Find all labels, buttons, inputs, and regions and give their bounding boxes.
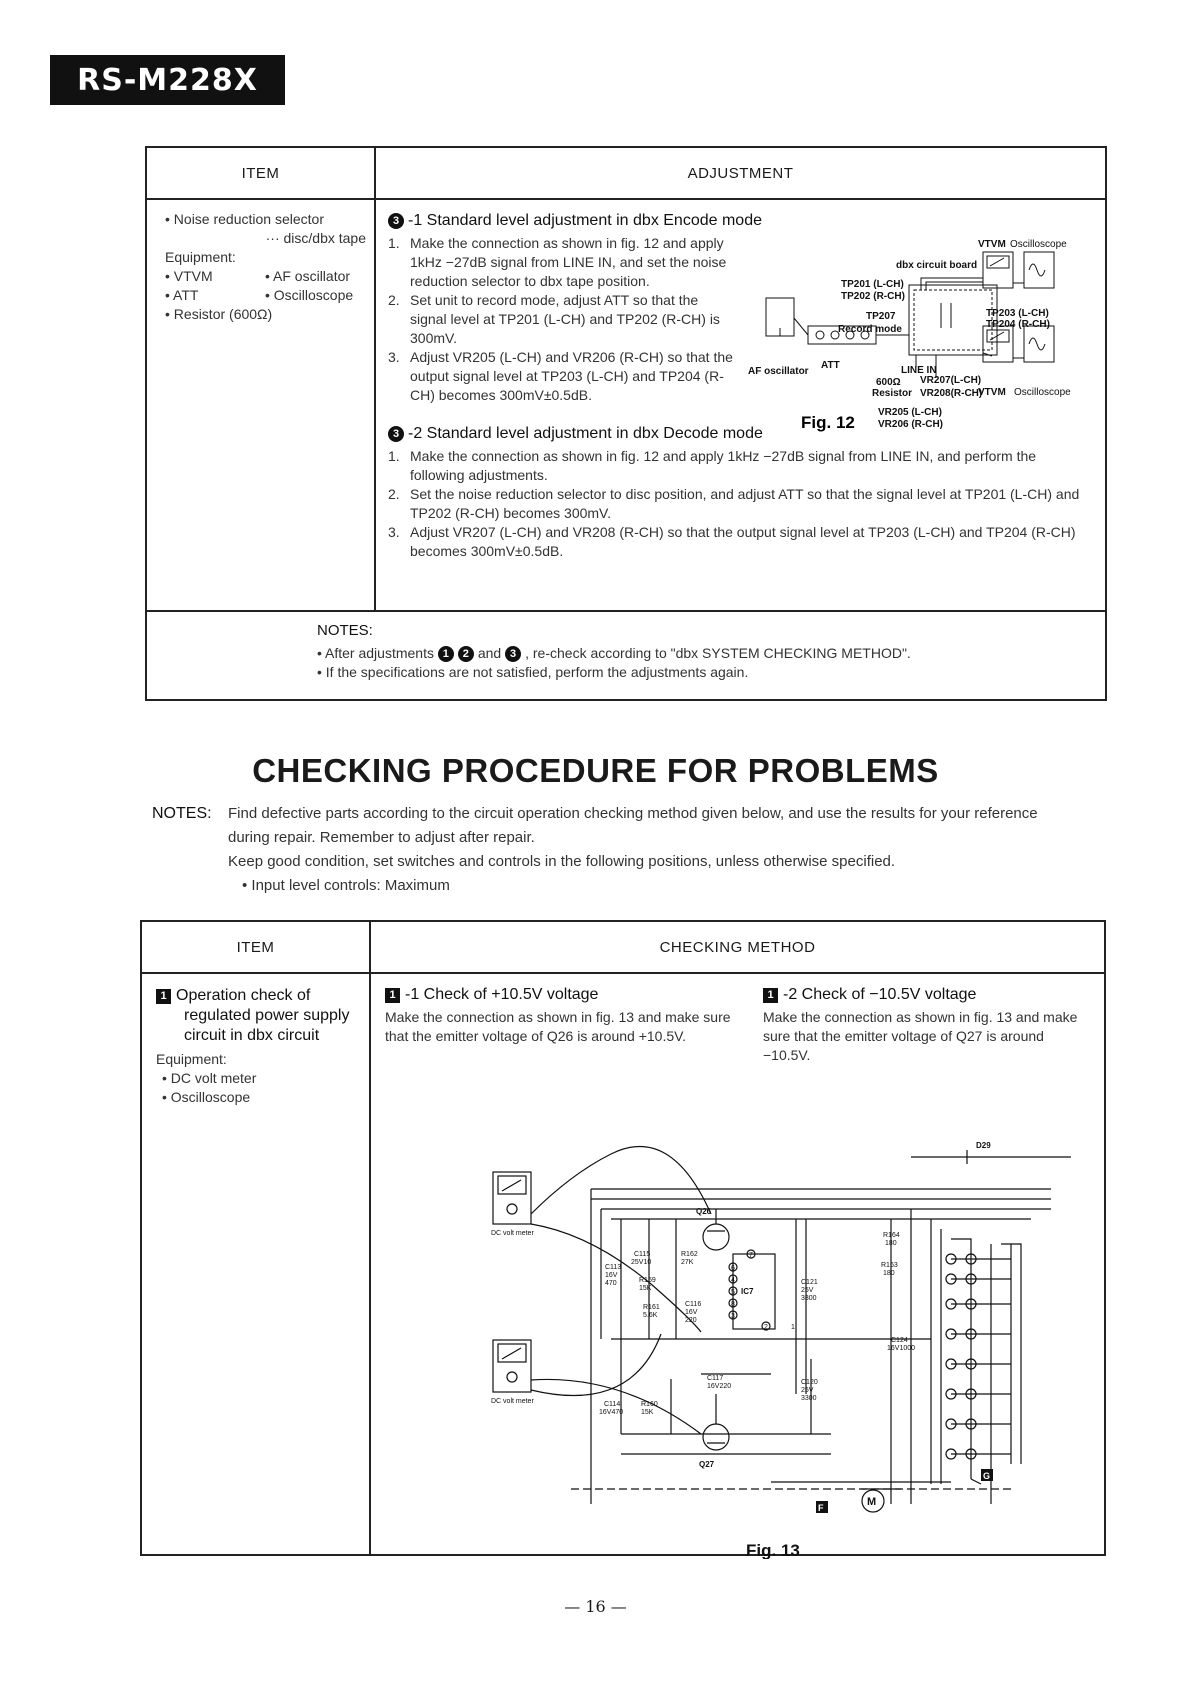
c121-voltage: 25V	[801, 1287, 814, 1294]
fig13-caption: Fig. 13	[746, 1541, 800, 1559]
r164-label: R164	[883, 1232, 900, 1239]
dcvm-top-label: DC volt meter	[491, 1230, 534, 1237]
decode-step-1: 1. Make the connection as shown in fig. 12 and apply 1kHz −27dB signal from LINE IN, and perform the following adjustments.	[388, 448, 1037, 483]
fig12-record-mode: Record mode	[838, 324, 902, 335]
eq-att: • ATT	[165, 287, 199, 303]
decode-step-3: 3. Adjust VR207 (L-CH) and VR208 (R-CH) so that the output signal level at TP203 (L-CH) and TP204 (R-CH) becomes 300mV±0.5dB.	[388, 524, 1076, 559]
c116-label: C116	[685, 1301, 702, 1308]
decode-steps	[388, 447, 1093, 561]
equipment-label: Equipment:	[165, 249, 236, 265]
intro-line2: during repair. Remember to adjust after repair.	[228, 829, 535, 846]
oscilloscope-top-icon	[1024, 252, 1054, 288]
d29-label: D29	[976, 1141, 991, 1150]
checking-table-header-method: CHECKING METHOD	[659, 938, 816, 956]
page-number: — 16 —	[564, 1597, 627, 1616]
encode-step-2: 2. Set unit to record mode, adjust ATT so that the signal level at TP201 (L-CH) and TP202 (R-CH) is 300mV.	[388, 292, 720, 346]
r164-value: 180	[885, 1240, 897, 1247]
c121-value: 3300	[801, 1295, 817, 1302]
fig12-vtvm-bottom-label: VTVM	[978, 387, 1006, 398]
method-1-title: 1 -1 Check of +10.5V voltage	[385, 986, 735, 1004]
r161-value: 5.6K	[643, 1312, 658, 1319]
section-title: CHECKING PROCEDURE FOR PROBLEMS	[252, 752, 939, 789]
ic7-pin8: 8	[731, 1301, 735, 1308]
fig12-vtvm-label: VTVM	[978, 239, 1006, 250]
dc-volt-meter-bottom-icon	[493, 1340, 531, 1392]
c121-label: C121	[801, 1279, 818, 1286]
ic7-pin4: 4	[731, 1277, 735, 1284]
c120-label: C120	[801, 1379, 818, 1386]
fig12-osc-label: Oscilloscope	[1010, 239, 1067, 250]
check-item-title: 1 Operation check of regulated power supply circuit in dbx circuit	[156, 986, 365, 1046]
marker-g-label: G	[983, 1471, 991, 1481]
fig12-tp203: TP203 (L-CH)	[986, 308, 1049, 319]
note-badge-3: 3	[505, 646, 521, 662]
check-eq-oscilloscope: • Oscilloscope	[162, 1089, 251, 1105]
fig12-dbx-board-label: dbx circuit board	[896, 260, 978, 271]
c116-voltage: 16V	[685, 1309, 698, 1316]
adjustment-table-header-item: ITEM	[146, 147, 375, 199]
checking-table-header-item: ITEM	[141, 921, 370, 973]
adjustment-content-cell	[375, 199, 1106, 611]
fig12-tp201: TP201 (L-CH)	[841, 279, 904, 290]
method-1-block	[385, 986, 735, 1065]
eq-resistor: • Resistor (600Ω)	[165, 306, 273, 322]
encode-step-3: 3. Adjust VR205 (L-CH) and VR206 (R-CH) so that the output signal level at TP203 (L-CH) and TP204 (R-CH) becomes 300mV±0.5dB.	[388, 349, 733, 403]
ic7-pin7: 7	[749, 1252, 753, 1259]
method-2-text: Make the connection as shown in fig. 13 and make sure that the emitter voltage of Q27 is around −10.5V.	[763, 1009, 1078, 1063]
fig12-diagram	[746, 228, 1086, 443]
checking-method-cell	[370, 973, 1105, 1559]
motor-label: M	[867, 1496, 877, 1508]
intro-label: NOTES:	[152, 805, 212, 822]
eq-vtvm: • VTVM	[165, 268, 213, 284]
checking-item-cell	[141, 973, 370, 1555]
checking-table	[140, 920, 1106, 1559]
model-badge: RS-M228X	[50, 55, 285, 105]
c116-value: 220	[685, 1317, 697, 1324]
note-1: • After adjustments 1 2 and 3 , re-check according to "dbx SYSTEM CHECKING METHOD".	[317, 645, 911, 661]
adjustment-item-cell	[146, 199, 375, 611]
fig12-vr208: VR208(R-CH)	[920, 388, 983, 399]
item-line1: • Noise reduction selector	[165, 211, 324, 227]
r161-label: R161	[643, 1304, 660, 1311]
fig12-tp202: TP202 (R-CH)	[841, 291, 905, 302]
c114-value: 16V470	[599, 1409, 624, 1416]
adjustment-table	[145, 146, 1107, 701]
note-badge-2: 2	[458, 646, 474, 662]
c113-voltage: 16V	[605, 1272, 618, 1279]
c114-label: C114	[604, 1401, 621, 1408]
item-badge: 1	[156, 989, 171, 1004]
adjustment-table-header-adjustment: ADJUSTMENT	[687, 164, 794, 182]
ic7-chip	[733, 1254, 775, 1329]
q26-label: Q26	[696, 1207, 712, 1216]
fig12-vr205: VR205 (L-CH)	[878, 407, 942, 418]
fig12-line-in: LINE IN	[901, 365, 937, 376]
fig12-tp207: TP207	[866, 311, 896, 322]
oscilloscope-bottom-icon	[1024, 326, 1054, 362]
c117-label: C117	[707, 1375, 724, 1382]
decode-step-2: 2. Set the noise reduction selector to disc position, and adjust ATT so that the signal level at TP201 (L-CH) and TP202 (R-CH) becomes 300mV.	[388, 486, 1080, 521]
step-badge: 3	[388, 213, 404, 229]
dcvm-bottom-label: DC volt meter	[491, 1398, 534, 1405]
fig12-osc-bottom-label: Oscilloscope	[1014, 387, 1071, 398]
marker-f-label: F	[818, 1503, 824, 1513]
r162-label: R162	[681, 1251, 698, 1258]
note-badge-1: 1	[438, 646, 454, 662]
r163-value: 180	[883, 1270, 895, 1277]
q27-label: Q27	[699, 1460, 715, 1469]
check-eq-dcvm: • DC volt meter	[162, 1070, 257, 1086]
c115-value: 25V10	[631, 1259, 652, 1266]
section-3-1-title: 3 -1 Standard level adjustment in dbx Encode mode	[388, 212, 1093, 230]
fig12-resistor: Resistor	[872, 388, 913, 399]
ic7-pin2: 2	[764, 1324, 768, 1331]
fig12-vr206: VR206 (R-CH)	[878, 419, 944, 430]
step-badge: 3	[388, 426, 404, 442]
ic7-label: IC7	[741, 1287, 754, 1296]
c124-label: C124	[891, 1337, 908, 1344]
fig12-caption: Fig. 12	[801, 413, 855, 432]
fig12-af-osc-label: AF oscillator	[748, 366, 809, 377]
r162-value: 27K	[681, 1259, 694, 1266]
ic7-pin6: 6	[731, 1265, 735, 1272]
c124-value: 16V1000	[887, 1345, 916, 1352]
dc-volt-meter-top-icon	[493, 1172, 531, 1224]
c120-voltage: 25V	[801, 1387, 814, 1394]
intro-line1: Find defective parts according to the circuit operation checking method given below, and use the results for your reference	[228, 805, 1038, 822]
ic7-pin1: 1	[791, 1324, 795, 1331]
fig13-schematic	[471, 1134, 1091, 1559]
q27-transistor	[703, 1424, 729, 1450]
fig12-ohm: 600Ω	[876, 377, 901, 388]
r163-label: R163	[881, 1262, 898, 1269]
c115-label: C115	[634, 1251, 651, 1258]
method-badge: 1	[763, 988, 778, 1003]
c113-label: C113	[605, 1264, 622, 1271]
notes-title: NOTES:	[317, 622, 373, 639]
method-1-text: Make the connection as shown in fig. 13 and make sure that the emitter voltage of Q26 is around +10.5V.	[385, 1009, 731, 1044]
eq-oscilloscope: • Oscilloscope	[265, 287, 354, 303]
notes-cell	[146, 611, 1106, 700]
encode-step-1: 1. Make the connection as shown in fig. 12 and apply 1kHz −27dB signal from LINE IN, and set the noise reduction selector to dbx tape position.	[388, 235, 727, 289]
c113-value: 470	[605, 1280, 617, 1287]
check-equipment-label: Equipment:	[156, 1051, 227, 1067]
c117-value: 16V220	[707, 1383, 732, 1390]
fig12-att-label: ATT	[821, 360, 840, 371]
method-2-title: 1 -2 Check of −10.5V voltage	[763, 986, 1083, 1004]
ic7-pin3: 3	[731, 1313, 735, 1320]
r160-label: R160	[641, 1401, 658, 1408]
method-2-block	[763, 986, 1083, 1065]
intro-line4: • Input level controls: Maximum	[242, 877, 450, 894]
fig12-tp204: TP204 (R-CH)	[986, 319, 1050, 330]
intro-notes	[152, 802, 1112, 898]
eq-af-oscillator: • AF oscillator	[265, 268, 351, 284]
method-badge: 1	[385, 988, 400, 1003]
r160-value: 15K	[641, 1409, 654, 1416]
encode-steps	[388, 234, 733, 405]
intro-line3: Keep good condition, set switches and controls in the following positions, unless otherwise specified.	[228, 853, 896, 870]
fig12-vr207: VR207(L-CH)	[920, 375, 982, 386]
section-3-2-title: 3 -2 Standard level adjustment in dbx Decode mode	[388, 425, 1093, 443]
q26-transistor	[703, 1224, 729, 1250]
item-line2: ··· disc/dbx tape	[265, 230, 366, 246]
r159-value: 15K	[639, 1285, 652, 1292]
note-2: • If the specifications are not satisfied, perform the adjustments again.	[317, 664, 749, 680]
ic7-pin5: 5	[731, 1289, 735, 1296]
c120-value: 3300	[801, 1395, 817, 1402]
r159-label: R159	[639, 1277, 656, 1284]
